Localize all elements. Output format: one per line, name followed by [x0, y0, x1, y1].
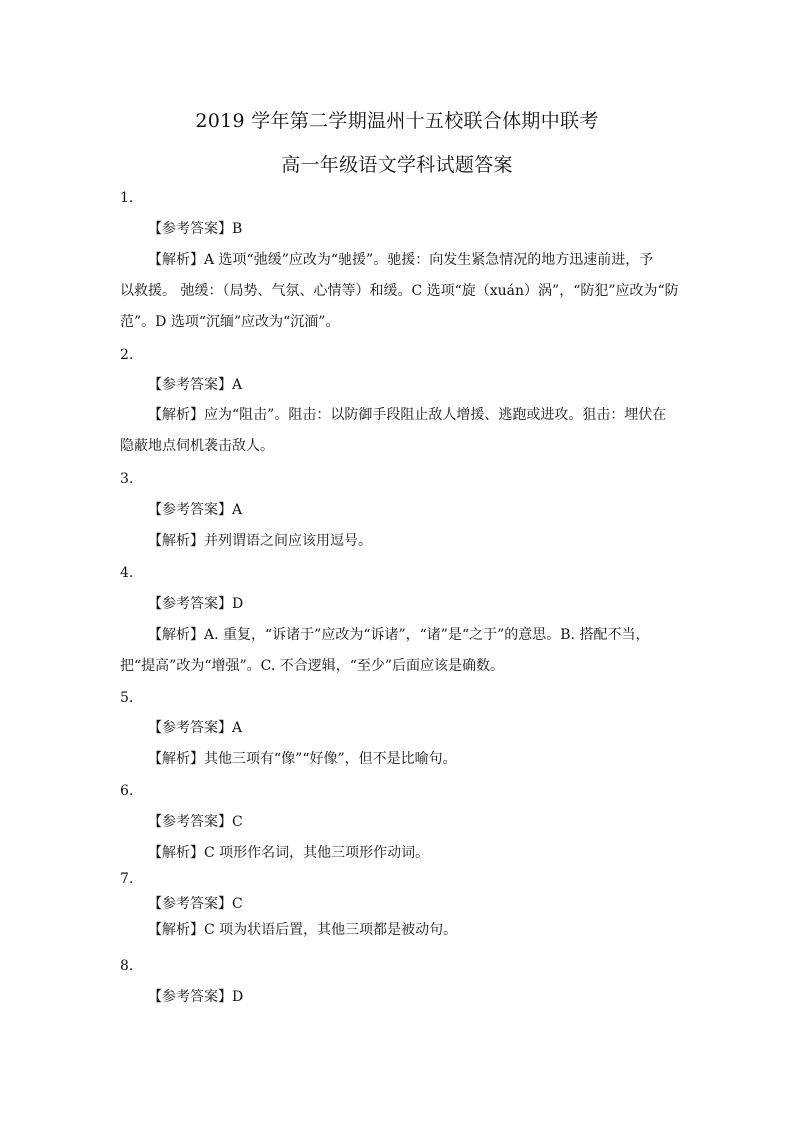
- question-number: 2.: [120, 347, 134, 363]
- reference-answer: 【参考答案】A: [148, 720, 243, 736]
- question-number: 8.: [120, 958, 134, 974]
- analysis-line: 以救援。 弛缓：（局势、气氛、心情等）和缓。C 选项“旋（xuán）涡”，“防犯”应改为“防: [120, 283, 679, 299]
- analysis-line: 【解析】A 选项“弛缓”应改为“驰援”。驰援：向发生紧急情况的地方迅速前进，予: [148, 252, 654, 268]
- analysis-line: 【解析】C 项形作名词，其他三项形作动词。: [148, 845, 430, 861]
- analysis-line: 【解析】其他三项有“像”“好像”，但不是比喻句。: [148, 751, 457, 767]
- analysis-line: 【解析】并列谓语之间应该用逗号。: [148, 533, 372, 549]
- question-number: 3.: [120, 471, 134, 487]
- analysis-line: 【解析】A. 重复，“诉诸于”应改为“诉诸”，“诸”是“之于”的意思。B. 搭配不当，: [148, 627, 650, 643]
- question-number: 1.: [120, 190, 134, 206]
- question-number: 7.: [120, 871, 134, 887]
- analysis-line: 【解析】应为“阻击”。阻击：以防御手段阻止敌人增援、逃跑或进攻。狙击：埋伏在: [148, 407, 667, 423]
- reference-answer: 【参考答案】B: [148, 221, 243, 237]
- reference-answer: 【参考答案】A: [148, 502, 243, 518]
- reference-answer: 【参考答案】C: [148, 814, 243, 830]
- reference-answer: 【参考答案】D: [148, 989, 244, 1005]
- document-title: 2019 学年第二学期温州十五校联合体期中联考: [195, 110, 599, 132]
- analysis-line: 隐蔽地点伺机袭击敌人。: [120, 438, 274, 454]
- reference-answer: 【参考答案】A: [148, 377, 243, 393]
- question-number: 4.: [120, 565, 134, 581]
- analysis-line: 把“提高”改为“增强”。C. 不合逻辑，“至少”后面应该是确数。: [120, 658, 505, 674]
- analysis-line: 范”。D 选项“沉缅”应改为“沉湎”。: [120, 314, 340, 330]
- document-subtitle: 高一年级语文学科试题答案: [281, 154, 513, 176]
- reference-answer: 【参考答案】D: [148, 596, 244, 612]
- question-number: 6.: [120, 783, 134, 799]
- analysis-line: 【解析】C 项为状语后置，其他三项都是被动句。: [148, 922, 458, 938]
- reference-answer: 【参考答案】C: [148, 896, 243, 912]
- question-number: 5.: [120, 690, 134, 706]
